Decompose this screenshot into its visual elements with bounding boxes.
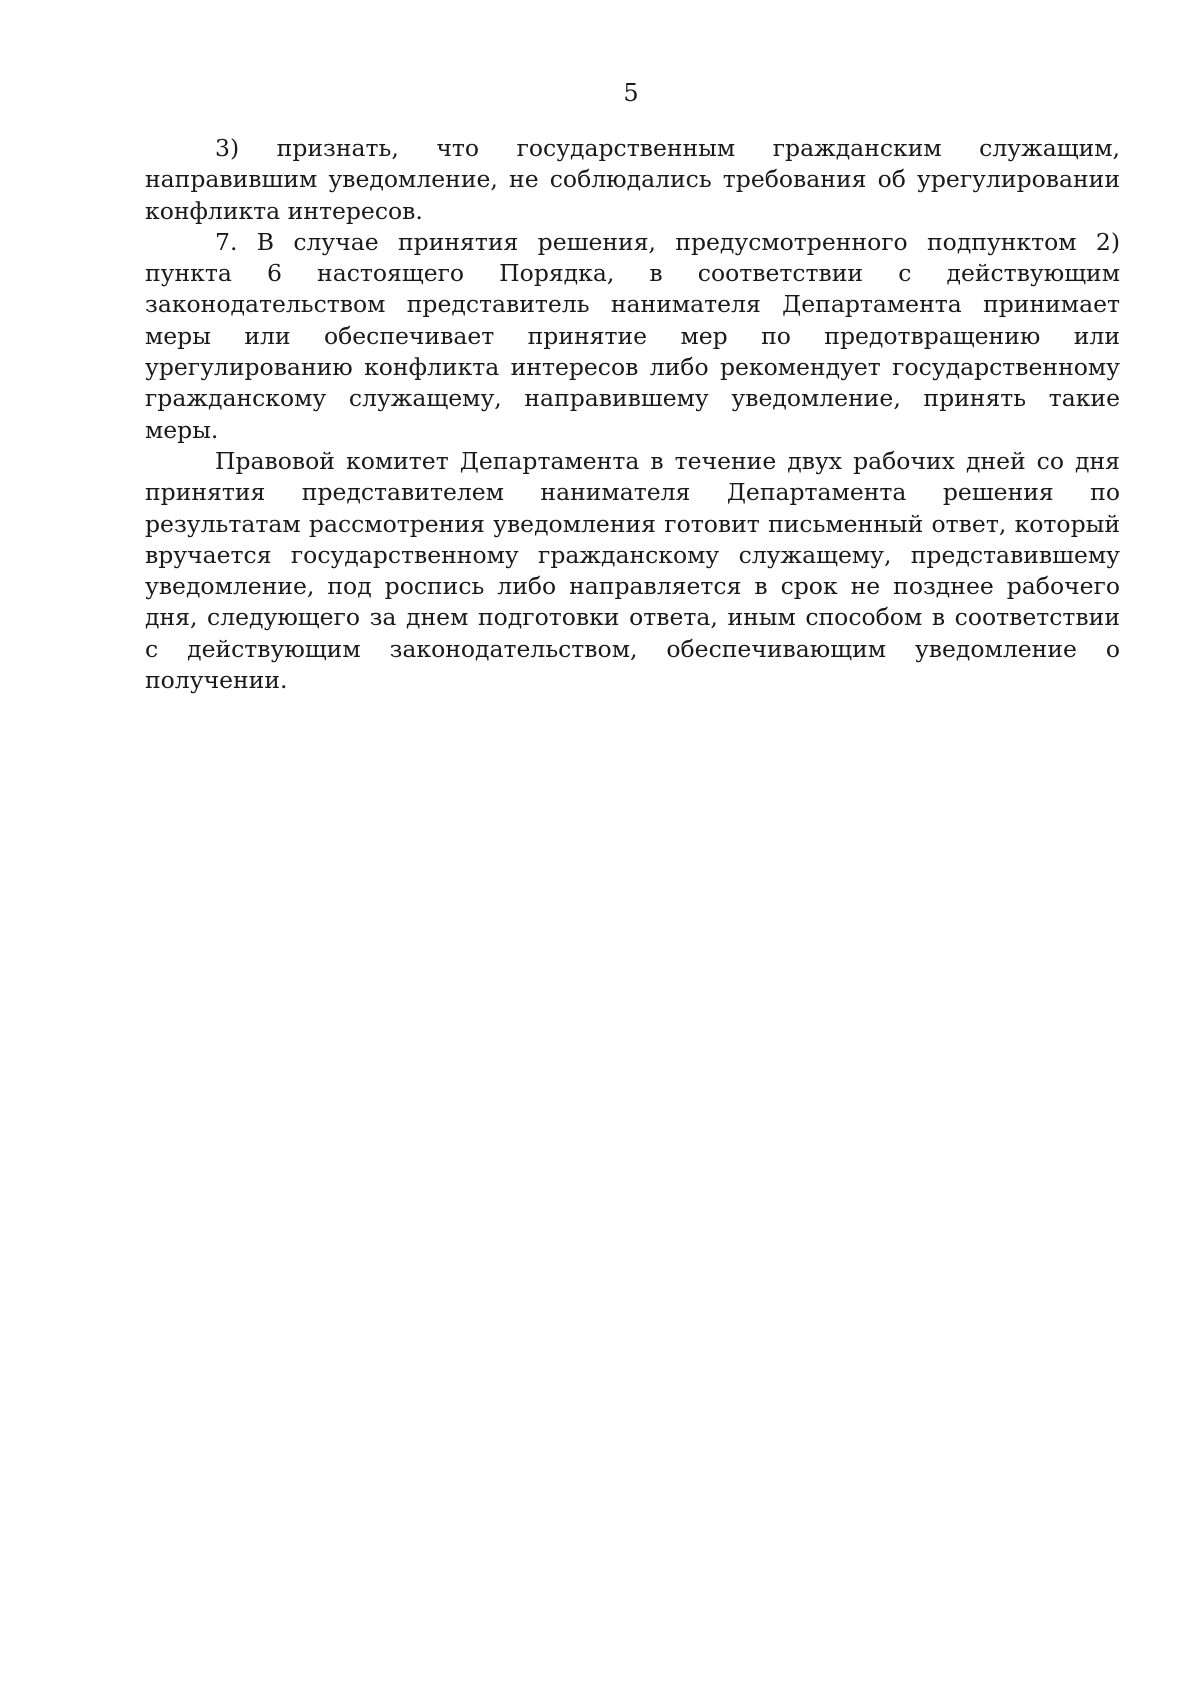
paragraph-item-3: 3) признать, что государственным гражданским служащим, направившим уведомление, не соблюдались требования об урегулировании конфликта интересов. — [145, 134, 1120, 225]
paragraph-legal-committee: Правовой комитет Департамента в течение двух рабочих дней со дня принятия представителем нанимателя Департамента решения по результатам рассмотрения уведомления готовит письменный ответ, который вручается государственному гражданскому служащему, представившему уведомление, под роспись либо направляется в срок не позднее рабочего дня, следующего за днем подготовки ответа, иным способом в соответствии с действующим законодательством, обеспечивающим уведомление о получении. — [145, 446, 1120, 695]
paragraph-clause-7: 7. В случае принятия решения, предусмотренного подпунктом 2) пункта 6 настоящего Порядка, в соответствии с действующим законодательством представитель нанимателя Департамента принимает меры или обеспечивает принятие мер по предотвращению или урегулированию конфликта интересов либо рекомендует государственному гражданскому служащему, направившему уведомление, принять такие меры. — [145, 227, 1120, 444]
page-number: 5 — [623, 79, 639, 107]
document-body — [145, 133, 1120, 696]
